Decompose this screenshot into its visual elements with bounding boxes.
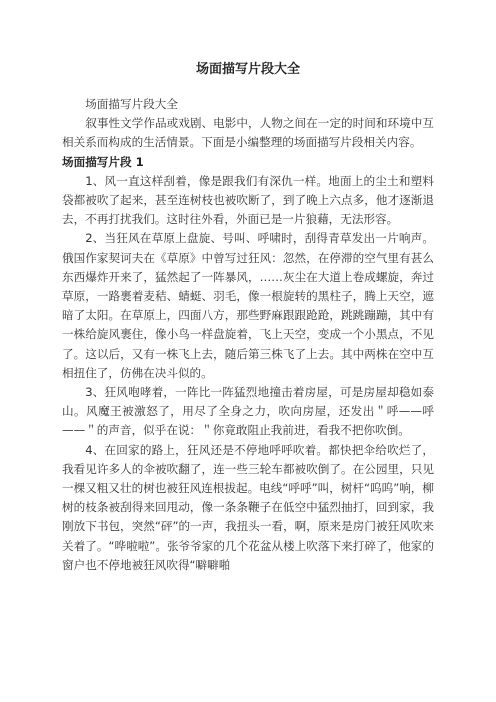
document-title: 场面描写片段大全 [195, 62, 300, 77]
document-subtitle: 场面描写片段大全 [85, 97, 178, 111]
body-paragraph-3: 3、狂风咆哮着，一阵比一阵猛烈地撞击着房屋，可是房屋却稳如泰山。风魔王被激怒了，用尽了全身之力，吹向房屋，还发出＂呼——呼——＂的声音，似乎在说：＂你竟敢阻止我前进，看我不把你吹倒。 [62, 385, 434, 438]
section-heading: 场面描写片段 1 [62, 154, 144, 169]
body-paragraph-4: 4、在回家的路上，狂风还是不停地呼呼吹着。都快把伞给吹烂了，我看见许多人的伞被吹翻了，连一些三轮车都被吹倒了。在公园里，只见一棵又粗又壮的树也被狂风连根拔起。电线“呼呼”叫，树杆“呜呜”响，柳树的枝条被刮得来回甩动，像一条条鞭子在低空中猛烈抽打，回到家，我刚放下书包，突然“砰”的一声，我扭头一看，啊，原来是房门被狂风吹来关着了。“哗啦啦”。张爷爷家的几个花盆从楼上吹落下来打碎了，他家的窗户也不停地被狂风吹得“噼噼啪 [62, 442, 434, 572]
body-paragraph-2: 2、当狂风在草原上盘旋、号叫、呼啸时，刮得青草发出一片响声。俄国作家契诃夫在《草原》中曾写过狂风：忽然，在停滞的空气里有甚么东西爆炸开来了，猛然起了一阵暴风，……灰尘在大道上卷成螺旋，奔过草原，一路裹着麦秸、蜻蜓、羽毛，像一根旋转的黑柱子，腾上天空，遮暗了太阳。在草原上，四面八方，那些野麻跟跟跄跄，跳跳蹦蹦，其中有一株给旋风裹住，像小鸟一样盘旋着，飞上天空，变成一个小黑点，不见了。这以后，又有一株飞上去，随后第三株飞了上去。其中两株在空中互相扭住了，仿佛在决斗似的。 [62, 231, 434, 380]
body-paragraph-1: 1、风一直这样刮着，像是跟我们有深仇一样。地面上的尘土和塑料袋都被吹了起来，甚至连树枝也被吹断了，到了晚上六点多，他才逐渐退去，不再打扰我们。这时往外看，外面已是一片狼藉，无法形容。 [62, 173, 434, 227]
intro-paragraph: 叙事性文学作品或戏剧、电影中，人物之间在一定的时间和环境中互相关系而构成的生活情景。下面是小编整理的场面描写片段相关内容。 [62, 116, 434, 150]
document-page [62, 60, 434, 575]
